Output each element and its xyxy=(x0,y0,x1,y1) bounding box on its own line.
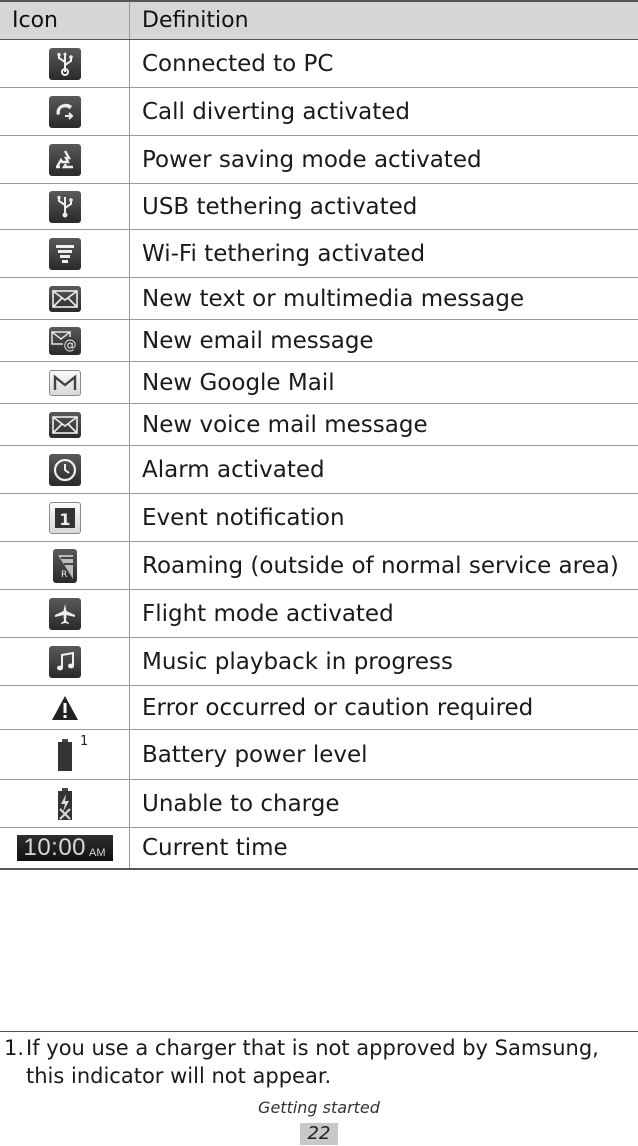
footnote-text: If you use a charger that is not approved by Samsung, this indicator will not appear. xyxy=(26,1036,599,1088)
row-definition: New email message xyxy=(142,327,374,354)
message-icon xyxy=(49,286,81,312)
table-row xyxy=(0,136,638,184)
row-definition: Unable to charge xyxy=(142,790,340,817)
table-row xyxy=(0,320,638,362)
roaming-icon xyxy=(53,549,77,583)
footnote-number: 1. xyxy=(4,1036,25,1060)
table-row xyxy=(0,686,638,730)
row-definition: New text or multimedia message xyxy=(142,285,525,312)
row-definition: Flight mode activated xyxy=(142,600,394,627)
footnote-divider xyxy=(0,1031,638,1032)
row-definition: Error occurred or caution required xyxy=(142,694,534,721)
row-definition: Call diverting activated xyxy=(142,98,410,125)
table-row xyxy=(0,40,638,88)
row-definition: Wi-Fi tethering activated xyxy=(142,240,426,267)
warning-icon xyxy=(49,692,81,724)
table-row xyxy=(0,362,638,404)
row-definition: Alarm activated xyxy=(142,456,325,483)
battery-icon xyxy=(57,738,73,772)
row-definition: USB tethering activated xyxy=(142,193,418,220)
clock-ampm: AM xyxy=(89,847,106,859)
row-definition: New Google Mail xyxy=(142,369,335,396)
table-row xyxy=(0,780,638,828)
flight-mode-icon xyxy=(49,598,81,630)
table-row xyxy=(0,638,638,686)
row-definition: Roaming (outside of normal service area) xyxy=(142,552,619,579)
table-row xyxy=(0,542,638,590)
alarm-icon xyxy=(49,454,81,486)
table-row xyxy=(0,590,638,638)
table-row xyxy=(0,404,638,446)
call-divert-icon xyxy=(49,96,81,128)
section-name: Getting started xyxy=(258,1098,380,1117)
power-saving-icon xyxy=(49,144,81,176)
table-row xyxy=(0,230,638,278)
table-row xyxy=(0,494,638,542)
table-row xyxy=(0,730,638,780)
email-icon xyxy=(49,327,81,355)
svg-text:R: R xyxy=(60,569,67,580)
clock-icon xyxy=(17,835,113,861)
event-icon xyxy=(49,502,81,534)
table-header xyxy=(0,0,638,40)
header-icon: Icon xyxy=(0,2,130,39)
gmail-icon xyxy=(49,370,81,396)
header-definition: Definition xyxy=(142,8,249,33)
footnote-marker: 1 xyxy=(80,734,89,749)
battery-no-charge-icon xyxy=(57,787,73,821)
svg-text:@: @ xyxy=(63,337,76,352)
wifi-tethering-icon xyxy=(49,238,81,270)
music-icon xyxy=(49,646,81,678)
page-number: 22 xyxy=(300,1123,338,1145)
row-definition: Power saving mode activated xyxy=(142,146,482,173)
clock-time: 10:00 xyxy=(23,834,87,861)
row-definition: New voice mail message xyxy=(142,411,428,438)
row-definition: Current time xyxy=(142,835,288,861)
table-row xyxy=(0,88,638,136)
row-definition: Battery power level xyxy=(142,741,368,768)
row-definition: Event notification xyxy=(142,504,345,531)
usb-tethering-icon xyxy=(49,191,81,223)
usb-icon xyxy=(49,48,81,80)
table-row xyxy=(0,828,638,870)
row-definition: Connected to PC xyxy=(142,50,334,77)
footnote xyxy=(4,1034,624,1090)
svg-text:1: 1 xyxy=(58,509,71,529)
row-definition: Music playback in progress xyxy=(142,648,453,675)
voicemail-icon xyxy=(49,412,81,438)
table-row xyxy=(0,278,638,320)
table-row xyxy=(0,184,638,230)
table-row xyxy=(0,446,638,494)
